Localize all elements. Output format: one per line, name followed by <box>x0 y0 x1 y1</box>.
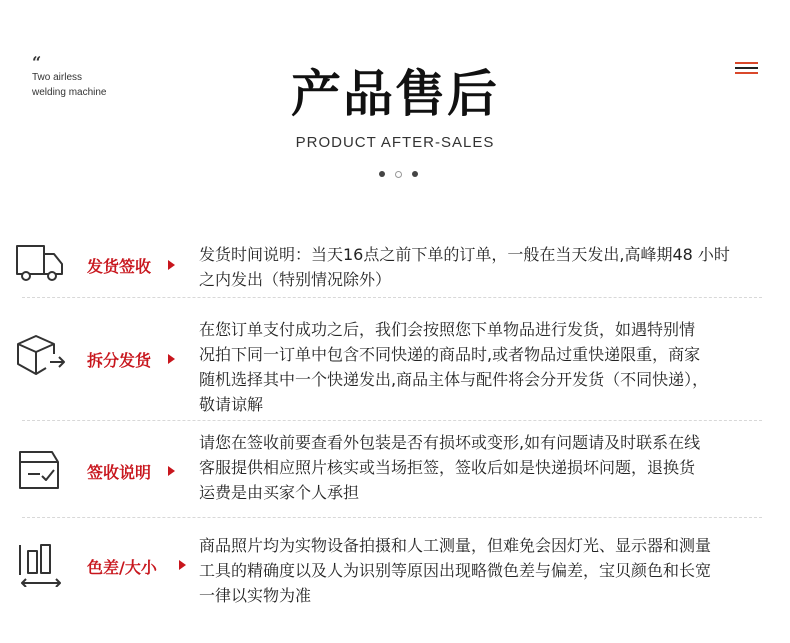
tagline-line-2: welding machine <box>32 87 107 98</box>
description-line: 随机选择其中一个快递发出,商品主体与配件将会分开发货（不同快递）， <box>199 370 709 389</box>
inbox-check-icon <box>14 448 66 494</box>
item-label: 签收说明 <box>87 463 152 482</box>
indicator-dot[interactable] <box>395 171 402 178</box>
description-line: 一律以实物为准 <box>199 586 312 605</box>
item-label: 色差/大小 <box>87 558 157 577</box>
description-line: 工具的精确度以及人为识别等原因出现略微色差与偏差，宝贝颜色和长宽 <box>199 561 712 580</box>
arrow-right-icon <box>179 560 186 570</box>
item-description <box>199 242 779 292</box>
size-chart-icon <box>14 541 66 587</box>
description-line: 客服提供相应照片核实或当场拒签，签收后如是快递损坏问题，退换货 <box>199 458 696 477</box>
item-label: 发货签收 <box>87 257 152 276</box>
description-line: 在您订单支付成功之后，我们会按照您下单物品进行发货，如遇特别情 <box>199 320 696 339</box>
item-description <box>199 533 779 608</box>
arrow-right-icon <box>168 354 175 364</box>
divider <box>22 420 762 421</box>
description-line: 请您在签收前要查看外包装是否有损坏或变形,如有问题请及时联系在线 <box>199 433 701 452</box>
quote-mark: “ <box>32 53 42 72</box>
divider <box>22 297 762 298</box>
divider <box>22 517 762 518</box>
indicator-dot[interactable] <box>379 171 385 177</box>
item-description <box>199 430 779 505</box>
indicator-dot[interactable] <box>412 171 418 177</box>
description-line: 发货时间说明：当天16点之前下单的订单，一般在当天发出,高峰期48 小时 <box>199 245 730 264</box>
arrow-right-icon <box>168 260 175 270</box>
package-split-icon <box>14 332 66 378</box>
description-line: 之内发出（特别情况除外） <box>199 270 392 289</box>
carousel-indicator <box>379 171 419 179</box>
tagline-line-1: Two airless <box>32 72 83 83</box>
description-line: 运费是由买家个人承担 <box>199 483 360 502</box>
page-title: 产品售后 <box>291 65 499 123</box>
page-subtitle: PRODUCT AFTER-SALES <box>295 134 495 151</box>
arrow-right-icon <box>168 466 175 476</box>
description-line: 敬请谅解 <box>199 395 264 414</box>
description-line: 商品照片均为实物设备拍摄和人工测量，但难免会因灯光、显示器和测量 <box>199 536 712 555</box>
item-label: 拆分发货 <box>87 351 152 370</box>
truck-icon <box>14 240 66 286</box>
item-description <box>199 317 779 417</box>
description-line: 况拍下同一订单中包含不同快递的商品时,或者物品过重快递限重，商家 <box>199 345 701 364</box>
